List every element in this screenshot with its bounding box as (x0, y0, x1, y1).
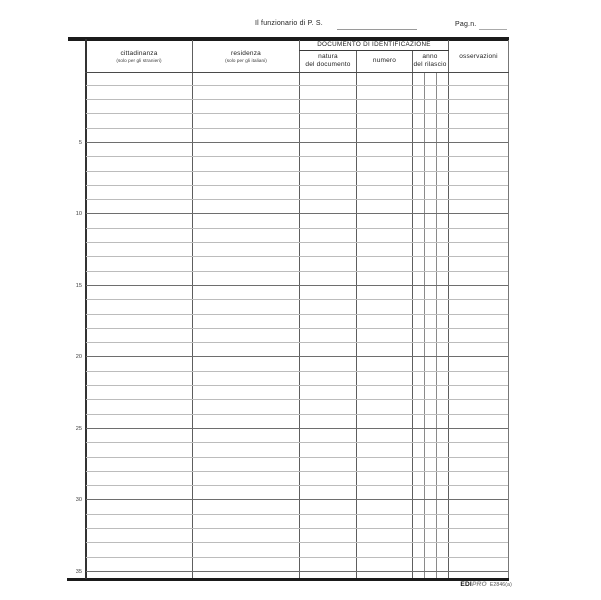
table-row (86, 543, 508, 557)
natura-line2: del documento (305, 61, 351, 68)
table-row (86, 329, 508, 343)
residenza-subtitle: (solo per gli italiani) (225, 57, 267, 63)
anno-line1: anno (422, 53, 438, 60)
table-row (86, 186, 508, 200)
table-right-border (508, 40, 509, 578)
documento-group-title: DOCUMENTO DI IDENTIFICAZIONE (317, 40, 431, 48)
table-row (86, 286, 508, 300)
table-row (86, 214, 508, 228)
table-row (86, 429, 508, 443)
table-row (86, 472, 508, 486)
anno-line2: del rilascio (413, 61, 447, 68)
table-row (86, 386, 508, 400)
table-row (86, 400, 508, 414)
table-row (86, 415, 508, 429)
table-body (86, 72, 508, 573)
table-row (86, 558, 508, 572)
column-header-osservazioni (449, 42, 508, 71)
column-header-residenza (193, 42, 299, 71)
table-row (86, 157, 508, 171)
column-header-cittadinanza (86, 42, 192, 71)
table-row (86, 343, 508, 357)
table-row (86, 357, 508, 371)
table-row (86, 272, 508, 286)
table-row (86, 72, 508, 86)
page-number-line (479, 29, 507, 30)
official-signature-line (337, 29, 417, 30)
numero-title: numero (372, 57, 397, 64)
table-row (86, 114, 508, 128)
cittadinanza-subtitle: (solo per gli stranieri) (116, 57, 162, 63)
table-row (86, 458, 508, 472)
table-row (86, 172, 508, 186)
table-row (86, 86, 508, 100)
page-number-label: Pag.n. (455, 21, 477, 28)
column-group-header-documento (299, 39, 449, 50)
publisher-imprint (430, 581, 512, 588)
form-code: E2846(a) (489, 582, 512, 588)
row-number-label: 20 (75, 354, 82, 360)
brand-edi: EDI (460, 581, 472, 588)
table-row (86, 443, 508, 457)
table-row (86, 500, 508, 514)
table-row (86, 257, 508, 271)
table-row (86, 229, 508, 243)
natura-line1: natura (318, 53, 338, 60)
brand-pro: PRO (471, 581, 487, 588)
column-header-natura (300, 51, 356, 71)
table-row (86, 515, 508, 529)
row-number-label: 30 (75, 497, 82, 503)
table-row (86, 100, 508, 114)
official-signature-label: Il funzionario di P. S. (255, 20, 323, 27)
table-row (86, 529, 508, 543)
row-number-label: 5 (78, 139, 82, 146)
column-header-anno (412, 51, 448, 71)
column-header-numero (357, 51, 412, 71)
table-row (86, 300, 508, 314)
table-row (86, 129, 508, 143)
table-row (86, 243, 508, 257)
row-number-label: 15 (75, 282, 82, 289)
residenza-title: residenza (231, 49, 261, 57)
row-number-label: 25 (75, 425, 82, 432)
row-number-label: 35 (75, 568, 82, 575)
table-row (86, 143, 508, 157)
table-row (86, 372, 508, 386)
osservazioni-title: osservazioni (459, 52, 498, 60)
table-row (86, 200, 508, 214)
table-row (86, 486, 508, 500)
table-row (86, 315, 508, 329)
row-number-label: 10 (75, 211, 82, 217)
cittadinanza-title: cittadinanza (120, 49, 158, 57)
